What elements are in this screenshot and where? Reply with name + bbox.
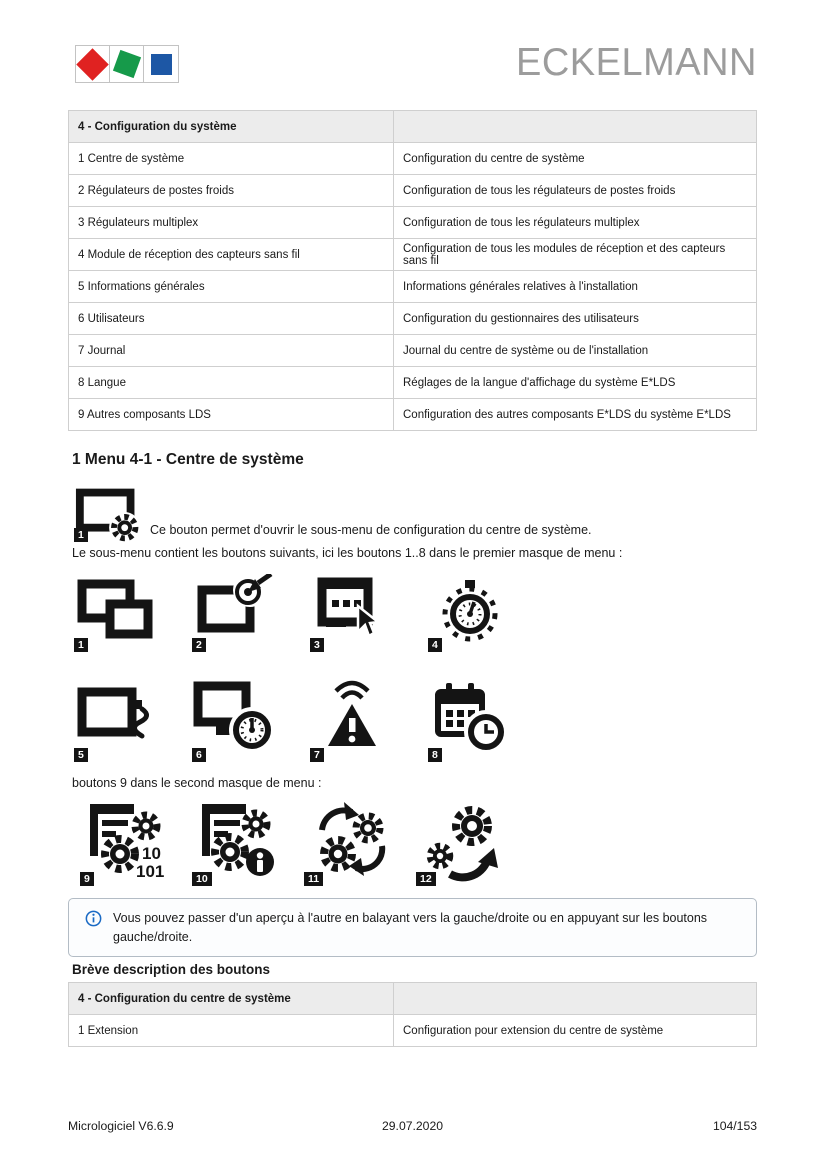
button-number-badge: 9: [80, 872, 94, 887]
button-number-badge: 1: [74, 638, 88, 653]
logo-red-square-icon: [76, 48, 109, 81]
button-number-badge: 5: [74, 748, 88, 763]
table-row: 1 Centre de système Configuration du centre de système: [69, 143, 757, 175]
submenu-text: Le sous-menu contient les boutons suivants, ici les boutons 1..8 dans le premier masque de menu :: [72, 546, 623, 560]
button-icons-row-2: [74, 678, 521, 762]
company-logo: [75, 45, 179, 83]
info-circle-icon: [85, 910, 102, 927]
button-number-badge: 7: [310, 748, 324, 763]
button-icons-row-3: [80, 798, 512, 886]
footer-firmware-version: Micrologiciel V6.6.9: [68, 1119, 174, 1133]
calendar-clock-icon: [428, 678, 521, 762]
system-centre-icon: [74, 486, 152, 542]
interface-cable-icon: [74, 678, 167, 762]
parameters-info-gears-icon: [192, 798, 288, 886]
footer-page-number: 104/153: [712, 1119, 758, 1133]
centre-configuration-table: [68, 982, 757, 1047]
logo-blue-cell: [144, 46, 178, 82]
parameters-binary-gears-icon: [80, 798, 176, 886]
button-number-badge: 11: [304, 872, 323, 887]
page-footer: [68, 1119, 757, 1133]
brand-wordmark: ECKELMANN: [516, 41, 757, 85]
buttons-description-heading: Brève description des boutons: [72, 962, 271, 977]
table-header-cell: 4 - Configuration du centre de système: [69, 983, 394, 1015]
table-row: 2 Régulateurs de postes froids Configuration de tous les régulateurs de postes froids: [69, 175, 757, 207]
footer-date: 29.07.2020: [382, 1119, 443, 1133]
info-note-text: Vous pouvez passer d'un aperçu à l'autre en balayant vers la gauche/droite ou en appuyant sur les boutons gauche/droite.: [113, 911, 708, 944]
menu-cursor-icon: [310, 574, 403, 652]
table-header-cell: 4 - Configuration du système: [69, 111, 394, 143]
table-row: 5 Informations générales Informations générales relatives à l'installation: [69, 271, 757, 303]
button-number-badge: 12: [416, 872, 436, 887]
button-number-badge: 6: [192, 748, 206, 763]
stopwatch-icon: [428, 574, 521, 652]
logo-red-cell: [76, 46, 110, 82]
table-row: 1 Extension Configuration pour extension du centre de système: [69, 1015, 757, 1047]
button-icons-row-1: [74, 574, 521, 652]
table-row: 4 Module de réception des capteurs sans fil Configuration de tous les modules de réception et des capteurs sans fil: [69, 239, 757, 271]
button-number-badge: 10: [192, 872, 212, 887]
table-row: 9 Autres composants LDS Configuration des autres composants E*LDS du système E*LDS: [69, 399, 757, 431]
table-header-row: [69, 983, 757, 1015]
intro-text: Ce bouton permet d'ouvrir le sous-menu de configuration du centre de système.: [150, 523, 592, 537]
logo-green-cell: [110, 46, 144, 82]
section-heading: 1 Menu 4-1 - Centre de système: [72, 451, 304, 468]
button-number-badge: 1: [74, 528, 88, 543]
table-header-cell-empty: [394, 983, 757, 1015]
button-number-badge: 4: [428, 638, 442, 653]
alarm-warning-icon: [310, 678, 403, 762]
logo-green-square-icon: [112, 50, 140, 78]
table-row: 3 Régulateurs multiplex Configuration de tous les régulateurs multiplex: [69, 207, 757, 239]
table-row: 6 Utilisateurs Configuration du gestionnaires des utilisateurs: [69, 303, 757, 335]
remote-target-icon: [192, 574, 285, 652]
svg-text:101: 101: [136, 862, 165, 881]
button-number-badge: 8: [428, 748, 442, 763]
table-header-cell-empty: [394, 111, 757, 143]
table-row: 8 Langue Réglages de la langue d'affichage du système E*LDS: [69, 367, 757, 399]
gears-refresh-icon: [416, 798, 512, 886]
table-row: 7 Journal Journal du centre de système ou de l'installation: [69, 335, 757, 367]
second-mask-text: boutons 9 dans le second masque de menu :: [72, 776, 322, 790]
info-note-box: [68, 898, 757, 957]
sync-gears-icon: [304, 798, 400, 886]
table-header-row: [69, 111, 757, 143]
extension-screens-icon: [74, 574, 167, 652]
logo-blue-square-icon: [151, 54, 172, 75]
system-configuration-table: [68, 110, 757, 431]
button-number-badge: 3: [310, 638, 324, 653]
monitor-gauge-icon: [192, 678, 285, 762]
svg-text:10: 10: [142, 844, 161, 863]
button-number-badge: 2: [192, 638, 206, 653]
